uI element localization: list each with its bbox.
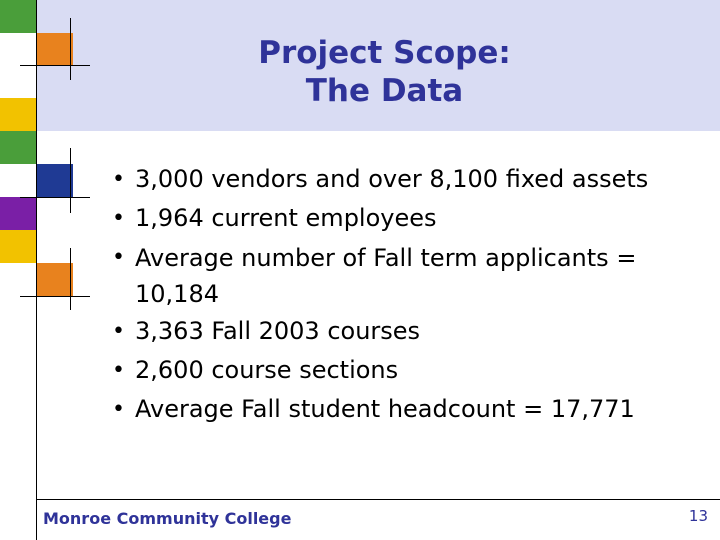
deco-square-green-1 <box>0 0 36 33</box>
deco-vline-mid <box>70 148 71 213</box>
deco-square-navy <box>37 164 73 197</box>
bullet-dot: • <box>112 397 125 422</box>
bullet-text: 3,363 Fall 2003 courses <box>135 317 421 345</box>
deco-square-yellow-1 <box>0 98 36 131</box>
bullet-dot: • <box>112 167 125 192</box>
bullet-text: 1,964 current employees <box>135 204 437 232</box>
bullet-text: Average Fall student headcount = 17,771 <box>135 395 635 423</box>
bullet-item <box>112 312 692 351</box>
slide-title <box>37 34 720 110</box>
page-number: 13 <box>688 507 708 525</box>
deco-square-yellow-2 <box>0 230 36 263</box>
bullet-item <box>112 199 692 238</box>
bullet-text: 2,600 course sections <box>135 356 399 384</box>
deco-hline-low <box>20 296 90 297</box>
bullet-item <box>112 238 692 312</box>
bullet-dot: • <box>112 319 125 344</box>
bullet-dot: • <box>112 206 125 231</box>
deco-square-purple <box>0 197 36 230</box>
footer-institution: Monroe Community College <box>43 509 292 528</box>
deco-hline-mid <box>20 197 90 198</box>
bullet-dot: • <box>112 245 125 270</box>
bullet-list <box>112 160 692 429</box>
footer-divider <box>36 499 720 500</box>
bullet-text: Average number of Fall term applicants = 10,184 <box>135 244 637 308</box>
slide-title-line-2: The Data <box>305 73 464 109</box>
bullet-item <box>112 351 692 390</box>
deco-vline-low <box>70 248 71 310</box>
bullet-item <box>112 160 692 199</box>
slide-title-line-1: Project Scope: <box>258 35 511 71</box>
bullet-item <box>112 390 692 429</box>
bullet-text: 3,000 vendors and over 8,100 fixed assets <box>135 165 649 193</box>
deco-square-green-2 <box>0 131 36 164</box>
bullet-dot: • <box>112 358 125 383</box>
deco-square-orange-2 <box>37 263 73 296</box>
